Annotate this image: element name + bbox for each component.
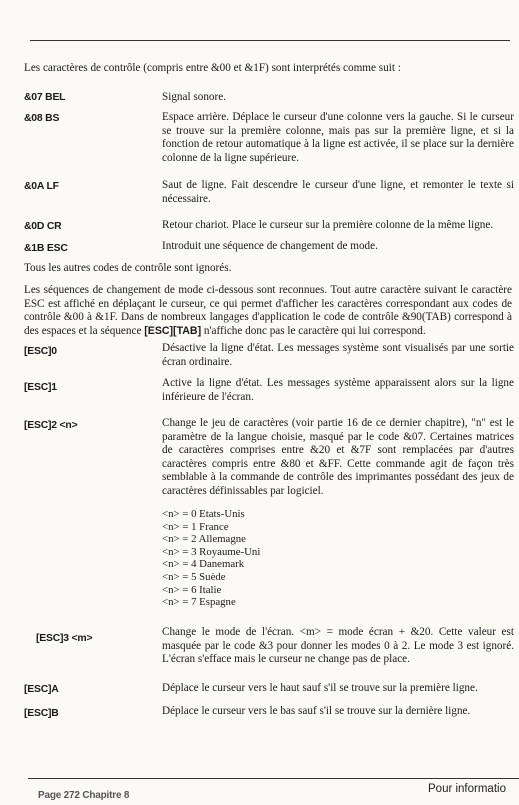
escape-sequence-inline: [ESC][TAB] [144, 324, 202, 337]
language-item: <n> = 4 Danemark [162, 558, 245, 571]
control-code-esc: &1B ESC [24, 243, 68, 254]
escape-code-3: [ESC]3 <m> [36, 633, 93, 644]
ignored-text: Tous les autres codes de contrôle sont ignorés. [24, 262, 232, 274]
escape-desc-1: Active la ligne d'état. Les messages système apparaissent alors sur la ligne inférieure de l'écran. [162, 377, 514, 403]
control-code-lf: &0A LF [24, 181, 59, 192]
language-list [162, 508, 260, 609]
escape-desc-a: Déplace le curseur vers le haut sauf s'il se trouve sur la première ligne. [162, 682, 478, 694]
control-code-bel: &07 BEL [24, 92, 66, 103]
escape-desc-2: Change le jeu de caractères (voir partie 16 de ce dernier chapitre), "n" est le paramètre de la langue choisie, masqué par le code &07. Certaines matrices de caractères comprises entre &20 et &7F sont remplacées par d'autres caractères compris entre &80 et &FF. Cette commande agit de façon très semblable à la commande de contrôle des imprimantes possédant des jeux de caractères définissables par logiciel. [162, 417, 514, 497]
page-footer-right: Pour informatio [428, 783, 506, 795]
escape-code-2: [ESC]2 <n> [24, 420, 78, 431]
escape-desc-b: Déplace le curseur vers le bas sauf s'il se trouve sur la dernière ligne. [162, 705, 471, 717]
language-item: <n> = 5 Suède [162, 570, 226, 583]
control-code-bs: &08 BS [24, 113, 60, 124]
control-desc-esc: Introduit une séquence de changement de mode. [162, 240, 378, 252]
language-item: <n> = 3 Royaume-Uni [162, 545, 261, 558]
control-desc-bel: Signal sonore. [162, 91, 227, 103]
language-item: <n> = 0 Etats-Unis [162, 508, 245, 520]
language-item: <n> = 1 France [162, 520, 229, 533]
control-desc-lf: Saut de ligne. Fait descendre le curseur d'une ligne, et remonter le texte si nécessaire. [162, 179, 514, 205]
intro-text: Les caractères de contrôle (compris entre &00 et &1F) sont interprétés comme suit : [24, 62, 401, 74]
escape-intro-paragraph [24, 284, 512, 338]
page-footer-left: Page 272 Chapitre 8 [38, 790, 130, 801]
escape-code-a: [ESC]A [24, 684, 59, 695]
escape-intro-after: n'affiche donc pas le caractère qui lui correspond. [201, 324, 426, 337]
escape-code-1: [ESC]1 [24, 382, 57, 393]
escape-desc-3: Change le mode de l'écran. <m> = mode écran + &20. Cette valeur est masquée par le code &3 pour donner les modes 0 à 2. Le mode 3 est ignoré. L'écran s'efface mais le curseur ne change pas de place. [162, 626, 514, 665]
escape-code-0: [ESC]0 [24, 346, 57, 357]
top-rule [30, 40, 510, 41]
escape-intro-before: Les séquences de changement de mode ci-dessous sont reconnues. Tout autre caractère suivant le caractère ESC est affiché en déplaçant le curseur, ce qui permet d'afficher les caractères correspondant aux codes de contrôle &00 à &1F. Dans de nombreux langages d'application le code de contrôle &90(TAB) correspond à des espaces et la séquence [24, 284, 512, 337]
escape-code-b: [ESC]B [24, 708, 59, 719]
language-item: <n> = 6 Italie [162, 583, 222, 596]
control-code-cr: &0D CR [24, 221, 62, 232]
bottom-rule [28, 778, 519, 779]
language-item: <n> = 7 Espagne [162, 596, 236, 609]
control-desc-bs: Espace arrière. Déplace le curseur d'une colonne vers la gauche. Si le curseur se trouve sur la première colonne, mais pas sur la première ligne, et si la fonction de retour automatique à la ligne est activée, il se place sur la dernière colonne de la ligne supérieure. [162, 111, 514, 164]
control-desc-cr: Retour chariot. Place le curseur sur la première colonne de la même ligne. [162, 219, 494, 231]
language-item: <n> = 2 Allemagne [162, 533, 246, 546]
escape-desc-0: Désactive la ligne d'état. Les messages système sont visualisés par une sortie écran ordinaire. [162, 342, 514, 368]
